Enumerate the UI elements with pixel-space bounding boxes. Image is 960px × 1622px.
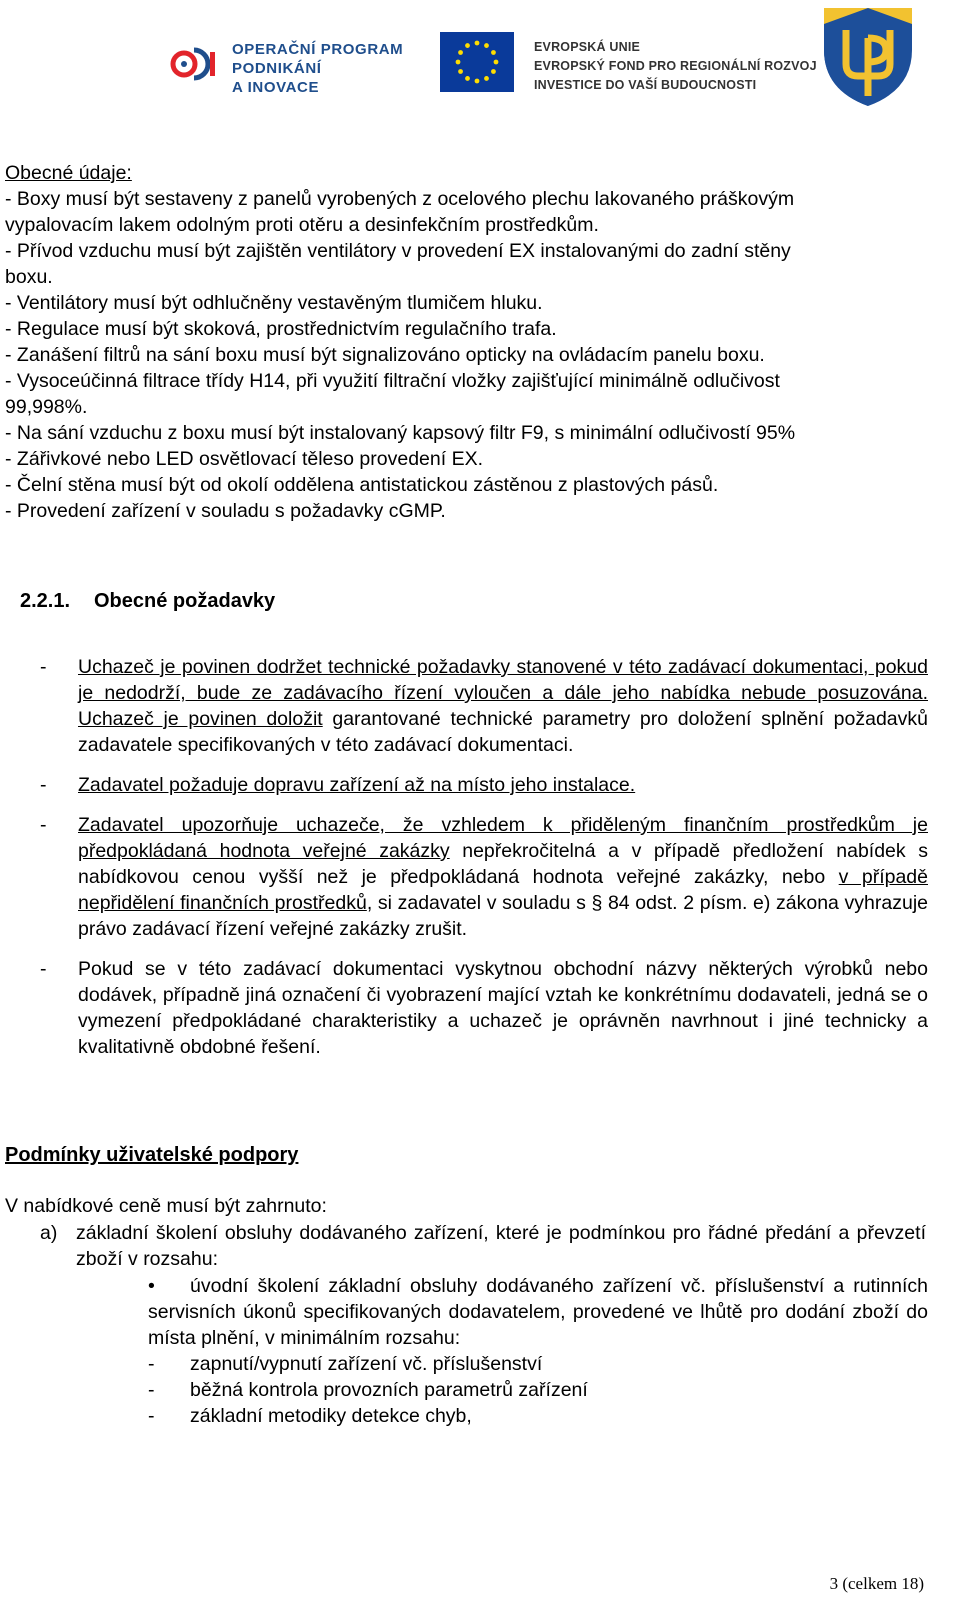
list-dash: - (148, 1405, 155, 1427)
general-line: - Přívod vzduchu musí být zajištěn ventilátory v provedení EX instalovanými do zadní stěny (5, 240, 791, 262)
requirement-text (78, 654, 928, 758)
general-line: - Provedení zařízení v souladu s požadavky cGMP. (5, 500, 446, 522)
requirement-text (78, 956, 928, 1060)
requirement-underlined: Zadavatel požaduje dopravu zařízení až na místo jeho instalace. (78, 774, 636, 796)
section-number: 2.2.1. (20, 590, 71, 612)
eu-star (484, 76, 489, 81)
eu-star (494, 60, 499, 65)
general-line: vypalovacím lakem odolným proti otěru a desinfekčním prostředkům. (5, 214, 599, 236)
eu-star (465, 76, 470, 81)
bullet-text: úvodní školení základní obsluhy dodávaného zařízení vč. příslušenství a rutinních servisních úkonů specifikovaných dodavatelem, provedené ve lhůtě pro dodání zboží do místa plnění, v minimálním rozsahu: (148, 1275, 928, 1349)
item-a-text: základní školení obsluhy dodávaného zařízení, které je podmínkou pro řádné předání a převzetí zboží v rozsahu: (76, 1222, 926, 1270)
section-title: Obecné požadavky (94, 590, 276, 612)
eu-line-3: INVESTICE DO VAŠÍ BUDOUCNOSTI (534, 78, 757, 92)
general-line: 99,998%. (5, 396, 88, 418)
oppi-logo-icon (170, 42, 220, 86)
eu-star (475, 41, 480, 46)
oppi-logo (170, 38, 430, 98)
list-item (40, 654, 928, 758)
sub-item-text: zapnutí/vypnutí zařízení vč. příslušenství (190, 1353, 543, 1375)
general-line: - Boxy musí být sestaveny z panelů vyrobených z ocelového plechu lakovaného práškovým (5, 188, 795, 210)
requirement-plain: nepřekročitelná a v případě předložení nabídek s nabídkovou cenou vyšší než je předpokládaná hodnota veřejné zakázky, nebo (78, 840, 928, 888)
eu-star (458, 50, 463, 55)
requirements-list (40, 654, 928, 1074)
oppi-line-2: PODNIKÁNÍ (232, 60, 322, 77)
general-line: - Regulace musí být skoková, prostřednictvím regulačního trafa. (5, 318, 557, 340)
list-dash: - (40, 958, 47, 980)
general-line: - Zářivkové nebo LED osvětlovací těleso provedení EX. (5, 448, 483, 470)
list-dash: - (148, 1353, 155, 1375)
requirement-underlined-2: v případě nepřidělení finančních prostředků (78, 866, 928, 914)
requirement-text (78, 772, 928, 798)
general-line: boxu. (5, 266, 53, 288)
requirement-text (78, 812, 928, 942)
requirement-underlined: Uchazeč je povinen dodržet technické požadavky stanovené v této zadávací dokumentaci, pokud je nedodrží, bude ze zadávacího řízení vyloučen a dále jeho nabídka nebude posuzována. Uchazeč je povinen doložit (78, 656, 928, 730)
general-line: - Na sání vzduchu z boxu musí být instalovaný kapsový filtr F9, s minimální odlučivostí 95% (5, 422, 796, 444)
general-heading: Obecné údaje: (5, 162, 132, 184)
eu-star (491, 50, 496, 55)
support-title: Podmínky uživatelské podpory (5, 1144, 299, 1166)
university-shield-icon (820, 4, 916, 108)
oppi-line-3: A INOVACE (232, 79, 320, 96)
page-header (0, 0, 960, 120)
list-dash: - (40, 774, 47, 796)
requirement-plain: Pokud se v této zadávací dokumentaci vyskytnou obchodní názvy některých výrobků nebo dodávek, případně jiná označení či vyobrazení mající vztah ke konkrétnímu dodavateli, jedná se o vymezení předpokládané charakteristiky a uchazeč je oprávněn navrhnout i jiné technicky a kvalitativně obdobné řešení. (78, 958, 928, 1058)
list-dash: - (148, 1379, 155, 1401)
eu-star (475, 79, 480, 84)
eu-star (491, 69, 496, 74)
eu-line-1: EVROPSKÁ UNIE (534, 40, 641, 54)
general-line: - Ventilátory musí být odhlučněny vestavěným tlumičem hluku. (5, 292, 543, 314)
eu-star (458, 69, 463, 74)
sub-item-text: běžná kontrola provozních parametrů zařízení (190, 1379, 588, 1401)
page-number: 3 (celkem 18) (829, 1574, 924, 1593)
sub-item-text: základní metodiky detekce chyb, (190, 1405, 472, 1427)
support-intro: V nabídkové ceně musí být zahrnuto: (5, 1195, 327, 1217)
eu-star (456, 60, 461, 65)
eu-line-2: EVROPSKÝ FOND PRO REGIONÁLNÍ ROZVOJ (534, 59, 817, 73)
list-item (40, 812, 928, 942)
oppi-line-1: OPERAČNÍ PROGRAM (232, 41, 404, 58)
eu-star (465, 43, 470, 48)
general-line: - Vysoceúčinná filtrace třídy H14, při využití filtrační vložky zajišťující minimálně odlučivost (5, 370, 780, 392)
requirement-underlined: Zadavatel upozorňuje uchazeče, že vzhledem k přiděleným finančním prostředkům je předpokládaná hodnota veřejné zakázky (78, 814, 928, 862)
bullet-icon: • (148, 1275, 155, 1297)
eu-flag-icon (440, 32, 514, 92)
general-line: - Zanášení filtrů na sání boxu musí být signalizováno opticky na ovládacím panelu boxu. (5, 344, 765, 366)
general-line: - Čelní stěna musí být od okolí oddělena antistatickou zástěnou z plastových pásů. (5, 474, 719, 496)
list-item (40, 772, 928, 798)
item-a-label: a) (40, 1222, 58, 1244)
eu-star (484, 43, 489, 48)
list-item (40, 956, 928, 1060)
list-dash: - (40, 656, 47, 678)
list-dash: - (40, 814, 47, 836)
requirement-plain-2: , si zadavatel v souladu s § 84 odst. 2 písm. e) zákona vyhrazuje právo zadávací řízení veřejné zakázky zrušit. (78, 892, 928, 940)
general-info (5, 160, 955, 524)
requirement-plain: garantované technické parametry pro doložení splnění požadavků zadavatele specifikovaných v této zadávací dokumentaci. (78, 708, 928, 756)
eu-caption (534, 38, 817, 95)
